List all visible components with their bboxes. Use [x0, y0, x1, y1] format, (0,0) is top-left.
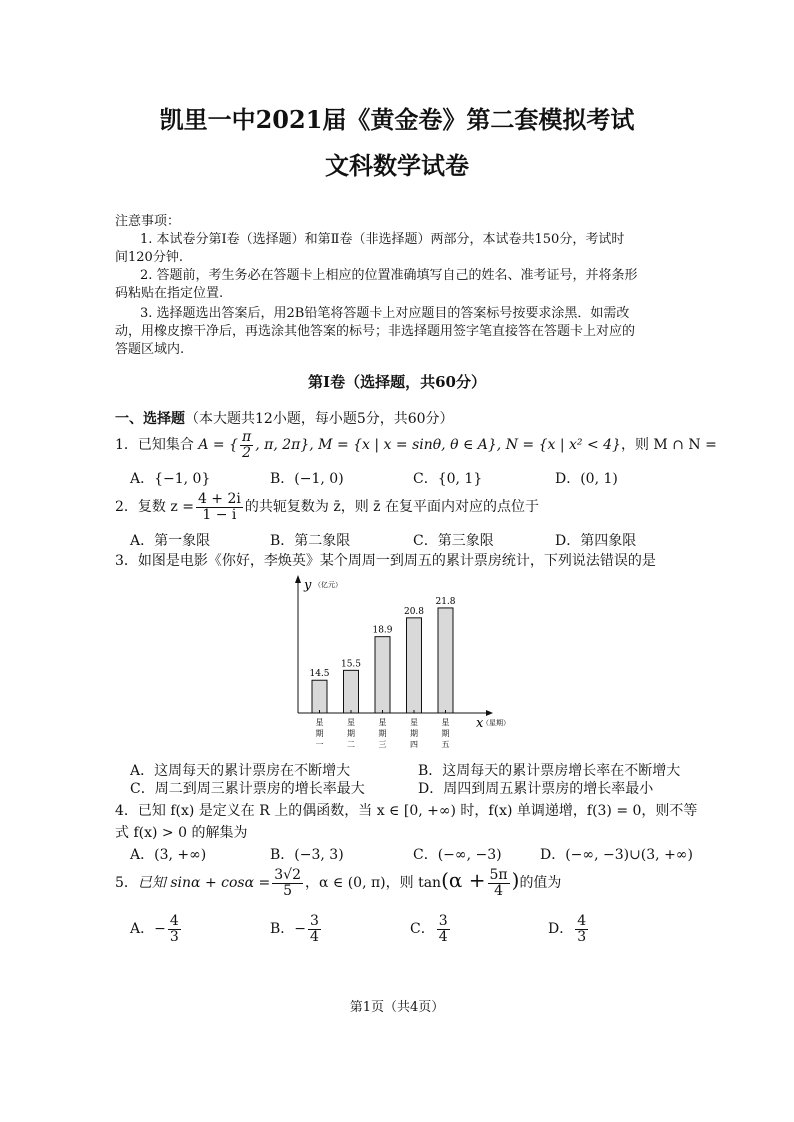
- q5-option-b: [270, 914, 323, 944]
- q5-option-d-num: 4: [577, 913, 587, 929]
- q5-option-b-sign: −: [294, 921, 307, 938]
- question-5: [115, 868, 561, 898]
- notice-item-3-cont2: 答题区域内.: [115, 342, 185, 357]
- question-1: [115, 430, 717, 460]
- q5-mid: ，α ∈ (0, π)，则 tan: [304, 875, 442, 892]
- q5-option-b-frac: [308, 914, 321, 944]
- x-tick-label-5-3: 五: [441, 740, 450, 749]
- q5-paren-close: ): [511, 868, 520, 893]
- q2-option-c: C．第三象限: [413, 533, 494, 549]
- bar-3: [375, 637, 390, 713]
- q5-option-b-den: 4: [310, 928, 319, 945]
- q5-option-d-frac: [575, 914, 588, 944]
- q5-frac-den: 5: [283, 882, 293, 899]
- x-tick-label-1-2: 期: [315, 729, 324, 738]
- q5-fraction: [272, 868, 303, 898]
- q1-ask: ，则 M ∩ N =: [620, 437, 717, 454]
- x-tick-label-3-1: 星: [378, 718, 387, 727]
- q1-number: 1．: [115, 437, 138, 454]
- q5-option-a: [130, 914, 183, 944]
- q5-option-c-frac: [437, 914, 450, 944]
- bar-value-label-3: 18.9: [372, 625, 393, 636]
- x-axis-unit: （星期）: [482, 719, 510, 727]
- q5-option-c-label: C．: [410, 921, 435, 938]
- x-tick-label-4-1: 星: [410, 718, 418, 727]
- q1-option-d: D．(0, 1): [555, 471, 618, 487]
- notice-item-2-cont: 码粘贴在指定位置.: [115, 286, 224, 301]
- q5-angle-fraction: [488, 868, 510, 898]
- q4-option-a: A．(3, +∞): [130, 847, 207, 863]
- section-desc: （本大题共12小题，每小题5分，共60分）: [185, 411, 454, 427]
- exam-subtitle: 文科数学试卷: [325, 151, 469, 180]
- question-4: 4．已知 f(x) 是定义在 R 上的偶函数，当 x ∈ [0, +∞) 时，f(x) 单调递增，f(3) = 0，则不等: [115, 803, 698, 819]
- q3-option-b: B．这周每天的累计票房增长率在不断增大: [418, 763, 681, 779]
- chart-bars: [309, 597, 455, 749]
- q1-set-a-rest: , π, 2π}: [255, 437, 310, 454]
- question-3: 3．如图是电影《你好，李焕英》某个周周一到周五的累计票房统计，下列说法错误的是: [115, 553, 656, 569]
- q5-option-d-den: 3: [577, 928, 587, 945]
- q1-set-n: , N = {x | x² < 4}: [496, 437, 621, 454]
- q5-option-a-frac: [168, 914, 181, 944]
- q5-option-c-den: 4: [438, 928, 448, 945]
- section-label: 一、选择题: [115, 411, 185, 427]
- q5-lead: 已知 sinα + cosα =: [137, 875, 271, 892]
- q1-lead: 已知集合: [137, 437, 194, 454]
- question-4-cont: 式 f(x) > 0 的解集为: [115, 825, 248, 841]
- question-2: [115, 492, 539, 522]
- q2-option-b: B．第二象限: [270, 533, 351, 549]
- q4-option-b: B．(−3, 3): [270, 847, 344, 863]
- exam-title: 凯里一中2021届《黄金卷》第二套模拟考试: [159, 105, 635, 134]
- y-axis-label: y: [304, 578, 312, 593]
- q5-option-a-den: 3: [169, 928, 179, 945]
- bar-value-label-2: 15.5: [340, 659, 362, 670]
- x-tick-label-2-3: 二: [347, 740, 355, 749]
- q5-option-c-num: 3: [438, 913, 448, 929]
- notice-item-3: 3. 选择题选出答案后，用2B铅笔将答题卡上对应题目的答案标号按要求涂黑．如需改: [140, 306, 630, 321]
- q1-frac-num: π: [242, 429, 252, 445]
- notice-item-2: 2. 答题前，考生务必在答题卡上相应的位置准确填写自己的姓名、准考证号，并将条形: [140, 268, 638, 283]
- bar-1: [312, 680, 327, 713]
- q2-stem: 的共轭复数为 z̄，则 z̄ 在复平面内对应的点位于: [244, 499, 539, 516]
- notice-heading: 注意事项：: [115, 214, 181, 229]
- page-footer: 第1页（共4页）: [349, 1000, 445, 1015]
- q1-set-a: A = {: [198, 437, 239, 454]
- q5-angle-num: 5π: [489, 867, 508, 883]
- x-axis-arrow: [486, 710, 493, 716]
- bar-value-label-1: 14.5: [309, 669, 330, 680]
- bar-2: [344, 670, 359, 713]
- q5-option-a-sign: −: [154, 921, 166, 938]
- x-tick-label-1-3: 一: [315, 740, 324, 749]
- q5-option-a-num: 4: [169, 913, 179, 929]
- q5-paren-open: (α +: [441, 868, 486, 893]
- x-tick-label-2-2: 期: [347, 729, 355, 738]
- q5-angle-den: 4: [494, 882, 504, 899]
- q1-option-c: C．{0, 1}: [413, 471, 483, 487]
- q2-lead: 复数 z =: [137, 499, 194, 516]
- x-tick-label-5-2: 期: [441, 729, 450, 738]
- q5-option-a-label: A．: [130, 921, 155, 938]
- q1-option-b: B．(−1, 0): [270, 471, 344, 487]
- x-tick-label-4-2: 期: [410, 729, 418, 738]
- q5-option-d: [548, 914, 590, 944]
- notice-item-1-cont: 间120分钟.: [115, 250, 183, 265]
- q5-option-c: [410, 914, 452, 944]
- bar-value-label-5: 21.8: [435, 596, 456, 607]
- notice-item-3-cont: 动，用橡皮擦干净后，再选涂其他答案的标号；非选择题用签字笔直接答在答题卡上对应的: [115, 324, 636, 339]
- q4-option-d: D．(−∞, −3)∪(3, +∞): [540, 847, 693, 863]
- bar-value-label-4: 20.8: [403, 606, 425, 617]
- x-tick-label-3-3: 三: [378, 740, 387, 749]
- q2-option-a: A．第一象限: [130, 533, 211, 549]
- x-tick-label-5-1: 星: [441, 718, 450, 727]
- q5-option-b-num: 3: [310, 913, 319, 929]
- q2-frac-den: 1 − i: [202, 506, 237, 523]
- section-heading: [115, 408, 454, 428]
- q1-frac-den: 2: [242, 444, 252, 461]
- x-tick-label-2-1: 星: [347, 718, 355, 727]
- q1-set-m: , M = {x | x = sinθ, θ ∈ A}: [309, 437, 497, 454]
- q5-option-b-label: B．: [270, 921, 295, 938]
- q4-option-c: C．(−∞, −3): [413, 847, 502, 863]
- q3-option-d: D．周四到周五累计票房的增长率最小: [418, 781, 654, 797]
- y-axis-unit: （亿元）: [314, 581, 342, 589]
- q2-frac-num: 4 + 2i: [197, 491, 241, 507]
- bar-4: [407, 618, 422, 713]
- q5-option-d-label: D．: [548, 921, 574, 938]
- q5-number: 5．: [115, 875, 138, 892]
- q5-frac-num: 3√2: [274, 867, 301, 883]
- q2-number: 2．: [115, 499, 138, 516]
- x-tick-label-3-2: 期: [378, 729, 387, 738]
- q2-fraction: [196, 492, 243, 522]
- q2-option-d: D．第四象限: [555, 533, 637, 549]
- part1-heading: 第Ⅰ卷（选择题，共60分）: [308, 373, 486, 391]
- x-tick-label-1-1: 星: [315, 718, 324, 727]
- q1-fraction: [240, 430, 253, 460]
- q3-option-c: C．周二到周三累计票房的增长率最大: [130, 781, 365, 797]
- q5-tail: 的值为: [519, 875, 562, 892]
- q1-option-a: A．{−1, 0}: [130, 471, 211, 487]
- box-office-chart: [290, 575, 510, 755]
- q3-option-a: A．这周每天的累计票房在不断增大: [130, 763, 351, 779]
- x-tick-label-4-3: 四: [410, 740, 418, 749]
- y-axis-arrow: [295, 575, 301, 583]
- x-axis-label: x: [476, 716, 484, 731]
- bar-5: [438, 608, 453, 713]
- notice-item-1: 1. 本试卷分第Ⅰ卷（选择题）和第Ⅱ卷（非选择题）两部分，本试卷共150分，考试时: [140, 232, 625, 247]
